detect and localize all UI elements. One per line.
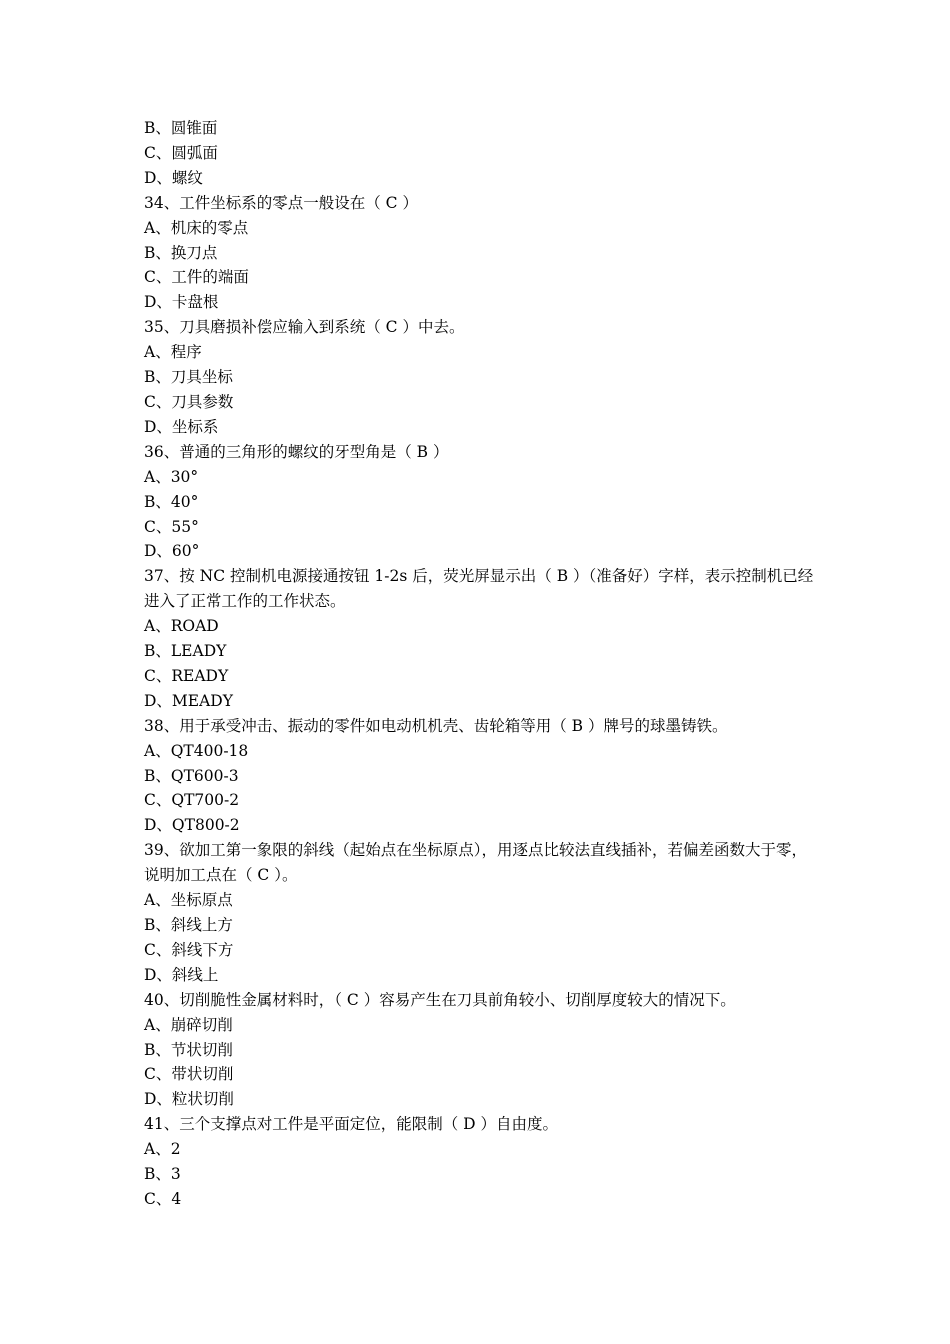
option-a-q41: A、2 (144, 1140, 181, 1159)
option-b-q35: B、刀具坐标 (144, 368, 233, 387)
question-36: 36、普通的三角形的螺纹的牙型角是（ B ） (144, 442, 449, 461)
option-c-q39: C、斜线下方 (144, 940, 234, 959)
option-d-q33: D、螺纹 (144, 168, 203, 187)
question-39: 39、欲加工第一象限的斜线（起始点在坐标原点），用逐点比较法直线插补，若偏差函数大于零，说明加工点在（ C ）。 (144, 841, 807, 885)
question-34: 34、工件坐标系的零点一般设在（ C ） (144, 193, 418, 212)
option-b-q34: B、换刀点 (144, 243, 218, 262)
option-c-q38: C、QT700-2 (144, 791, 240, 810)
option-d-q38: D、QT800-2 (144, 816, 240, 835)
option-c-q36: C、55° (144, 517, 199, 536)
option-d-q39: D、斜线上 (144, 965, 219, 984)
option-c-q40: C、带状切削 (144, 1065, 234, 1084)
option-c-q41: C、4 (144, 1189, 182, 1208)
option-d-q34: D、卡盘根 (144, 293, 219, 312)
option-a-q34: A、机床的零点 (144, 218, 249, 237)
option-c-q35: C、刀具参数 (144, 392, 234, 411)
question-40: 40、切削脆性金属材料时，（ C ）容易产生在刀具前角较小、切削厚度较大的情况下。 (144, 990, 736, 1009)
option-d-q35: D、坐标系 (144, 417, 219, 436)
option-a-q37: A、ROAD (144, 617, 219, 636)
option-c-q34: C、工件的端面 (144, 268, 249, 287)
question-35: 35、刀具磨损补偿应输入到系统（ C ）中去。 (144, 318, 465, 337)
question-38: 38、用于承受冲击、振动的零件如电动机机壳、齿轮箱等用（ B ）牌号的球墨铸铁。 (144, 716, 728, 735)
option-b-q38: B、QT600-3 (144, 766, 239, 785)
option-a-q40: A、崩碎切削 (144, 1015, 233, 1034)
option-a-q35: A、程序 (144, 343, 202, 362)
option-b-q33: B、圆锥面 (144, 119, 218, 137)
document-body (144, 116, 814, 1212)
option-c-q37: C、READY (144, 666, 229, 685)
option-b-q40: B、节状切削 (144, 1040, 233, 1059)
option-d-q37: D、MEADY (144, 691, 233, 710)
question-37: 37、按 NC 控制机电源接通按钮 1-2s 后，荧光屏显示出（ B ）（准备好）字样，表示控制机已经进入了正常工作的工作状态。 (144, 567, 814, 611)
option-b-q41: B、3 (144, 1165, 181, 1184)
option-a-q36: A、30° (144, 467, 199, 486)
question-41: 41、三个支撑点对工件是平面定位，能限制（ D ）自由度。 (144, 1115, 559, 1134)
option-b-q36: B、40° (144, 492, 199, 511)
option-d-q36: D、60° (144, 542, 200, 561)
option-c-q33: C、圆弧面 (144, 143, 218, 162)
option-b-q37: B、LEADY (144, 642, 227, 661)
option-b-q39: B、斜线上方 (144, 916, 233, 934)
option-a-q38: A、QT400-18 (144, 741, 249, 760)
option-a-q39: A、坐标原点 (144, 891, 233, 910)
option-d-q40: D、粒状切削 (144, 1090, 234, 1109)
